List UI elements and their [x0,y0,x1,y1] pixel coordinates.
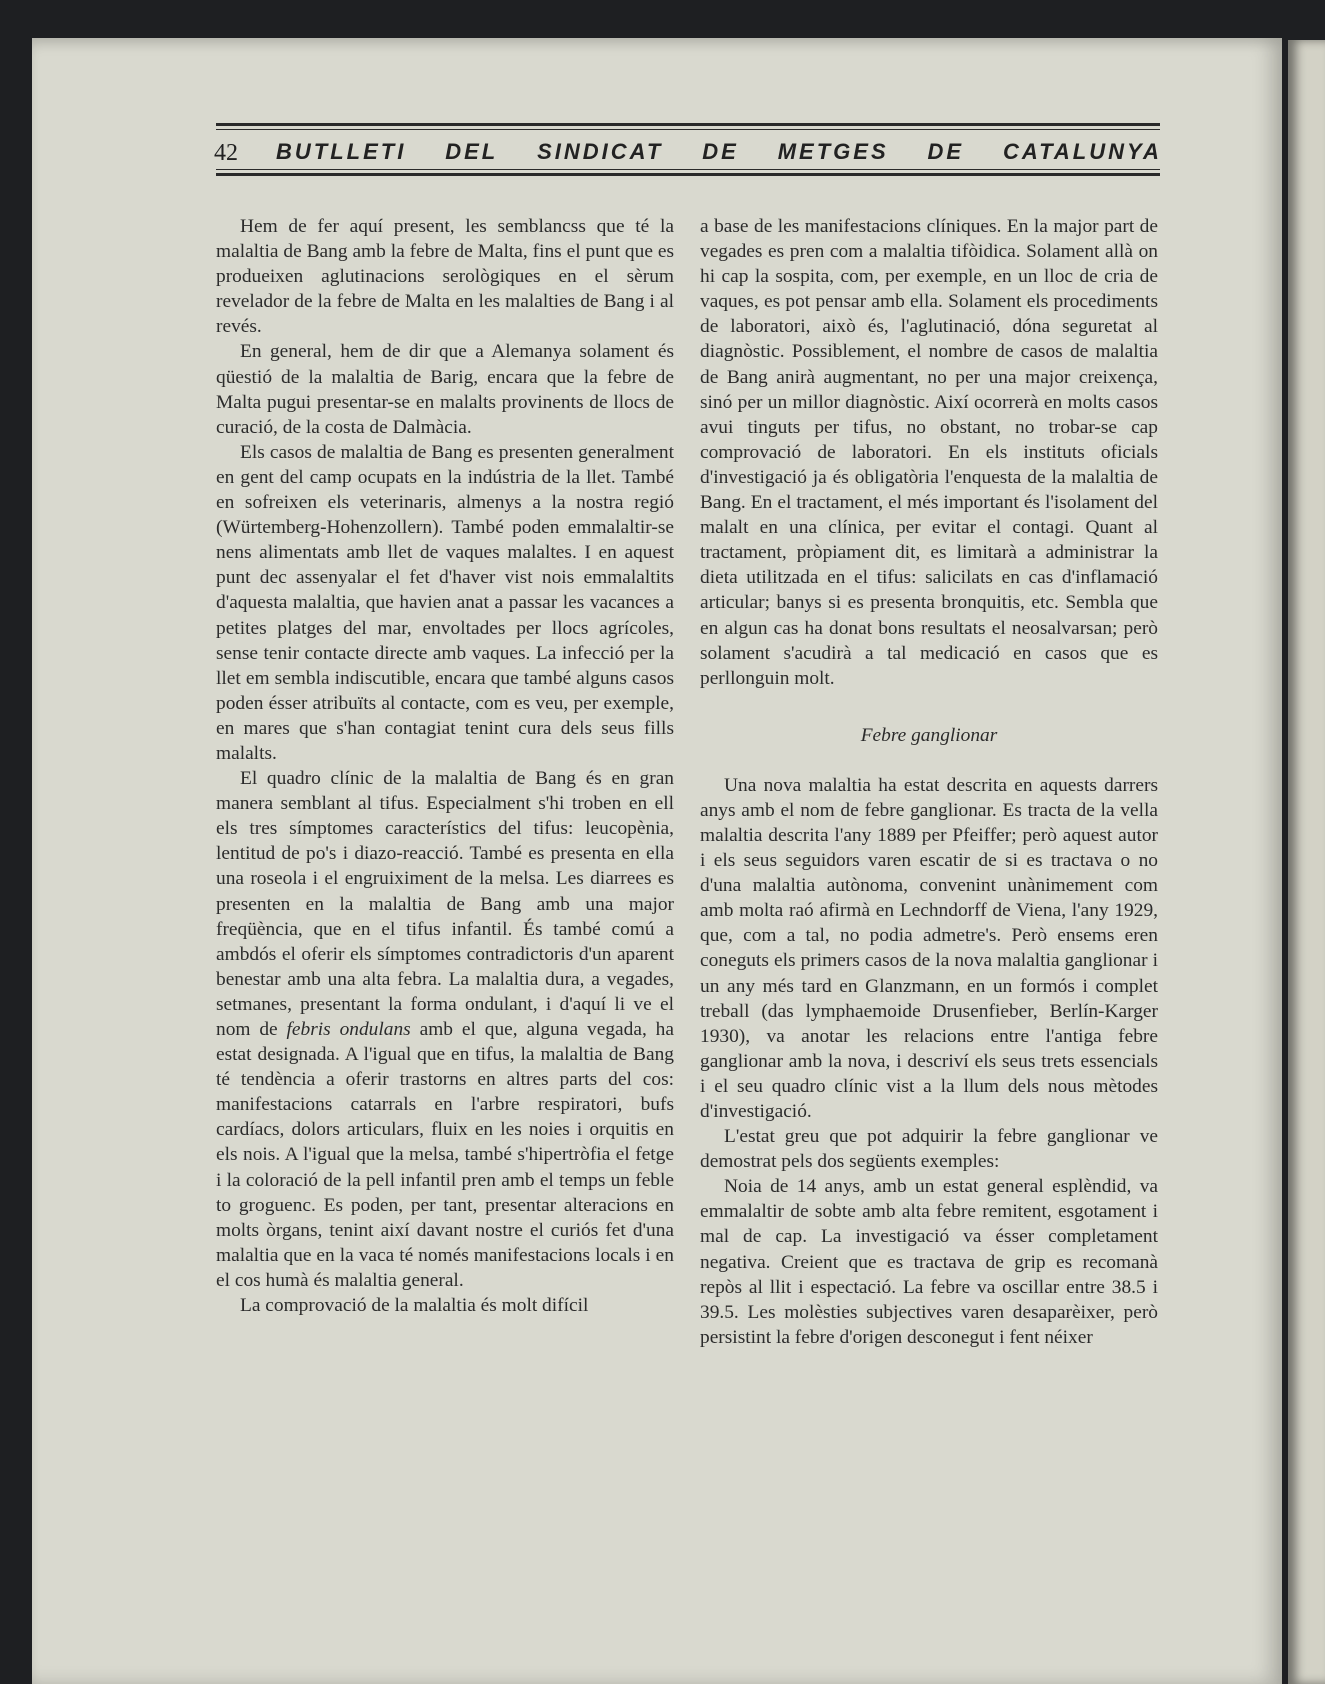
title-word: BUTLLETI [276,139,407,164]
section-heading: Febre ganglionar [860,724,998,746]
paragraph: L'estat greu que pot adquirir la febre ganglionar ve demostrat pels dos següents exemples: [700,1126,1158,1173]
left-column [216,214,674,1318]
adjacent-page-edge [1288,40,1325,1684]
paragraph: Una nova malaltia ha estat descrita en aquests darrers anys amb el nom de febre ganglionar. Es tracta de la vella malaltia descrita l'any 1889 per Pfeiffer; però aquest autor i els seus seguidors varen escatir de si es tractava o no d'una malaltia autònoma, convenint unànimement com amb molta raó afirmà en Lechndorff de Viena, l'any 1929, que, com a tal, no podia admetre's. Però ensems eren coneguts els primers casos de la nova malaltia ganglionar i un any més tard en Glanzmann, en un formós i complet treball (das lymphaemoide Drusenfieber, Berlín-Karger 1930), va anotar les relacions entre l'antiga febre ganglionar amb la nova, i descriví els seus trets essencials i el seu quadro clínic vist a la llum dels nous mètodes d'investigació. [700,774,1158,1122]
header-rule-top-thin [216,129,1160,130]
header-rule-bottom-thin [216,169,1160,170]
paragraph-continued: a base de les manifestacions clíniques. En la major part de vegades es pren com a malaltia tifòidica. Solament allà on hi cap la sospita, com, per exemple, en un lloc de cria de vaques, es pot pensar amb ella. Solament els procediments de laboratori, això és, l'aglutinació, dóna seguretat al diagnòstic. Possiblement, el nombre de casos de malaltia de Bang anirà augmentant, no per una major creixença, sinó per un millor diagnòstic. Així ocorrerà en molts casos avui tinguts per tifus, no obstant, no trobar-se cap comprovació de laboratori. En els instituts oficials d'investigació ja és obligatòria l'enquesta de la malaltia de Bang. En el tractament, el més important és l'isolament del malalt en una clínica, per evitar el contagi. Quant al tractament, pròpiament dit, es limitarà a administrar la dieta utilitzada en el tifus: salicilats en cas d'inflamació articular; banys si es presenta bronquitis, etc. Sembla que en algun cas ha donat bons resultats el neosalvarsan; però solament s'acudirà a tal medicació en casos que es perllonguin molt. [700,216,1158,689]
paragraph: La comprovació de la malaltia és molt difícil [240,1295,589,1317]
title-word: CATALUNYA [1002,139,1162,164]
paragraph: Noia de 14 anys, amb un estat general esplèndid, va emmalaltir de sobte amb alta febre remitent, esgotament i mal de cap. La investigació va ésser completament negativa. Creient que es tractava de grip es recomanà repòs al llit i espectació. La febre va oscillar entre 38.5 i 39.5. Les molèsties subjectives varen desaparèixer, però persistint la febre d'origen desconegut i fent néixer [700,1176,1158,1348]
journal-title [276,139,1162,165]
paragraph-text: amb el que, alguna vegada, ha estat designada. A l'igual que en tifus, la malaltia de Bang té tendència a oferir trastorns en altres parts del cos: manifestacions catarrals en l'arbre respiratori, bufs cardíacs, dolors articulars, fluix en les noies i orquitis en els nois. A l'igual que la melsa, també s'hipertròfia el fetge i la coloració de la pell infantil pren amb el temps un feble to groguenc. Es poden, per tant, presentar alteracions en molts òrgans, tenint així davant nostre el curiós fet d'una malaltia que en la vaca té només manifestacions locals i en el cos humà és malaltia general. [216,1019,674,1291]
title-word: DE [927,139,965,164]
paragraph: Els casos de malaltia de Bang es presenten generalment en gent del camp ocupats en la indústria de la llet. També en sofreixen els veterinaris, almenys a la nostra regió (Würtemberg-Hohenzollern). També poden emmalaltir-se nens alimentats amb llet de vaques malaltes. I en aquest punt dec assenyalar el fet d'haver vist nois emmalaltits d'aquesta malaltia, que havien anat a passar les vacances a petites platges del mar, envoltades per llocs agrícoles, sense tenir contacte directe amb vaques. La infecció per la llet em sembla indiscutible, encara que també alguns casos poden ésser atribuïts al contacte, com es veu, per exemple, en mares que s'han contagiat tenint cura dels seus fills malalts. [216,441,674,764]
right-column [700,214,1158,1350]
paragraph [216,766,674,1293]
page-number: 42 [214,140,238,166]
latin-term: febris ondulans [286,1019,411,1040]
paragraph-text: El quadro clínic de la malaltia de Bang és en gran manera semblant al tifus. Especialment s'hi troben en ell els tres símptomes característics del tifus: leucopènia, lentitud de po's i diazo-reacció. També es presenta en ella una roseola i el engruiximent de la melsa. Les diarrees es presenten en la malaltia de Bang amb una major freqüència, que en el tifus infantil. És també comú a ambdós el oferir els símptomes contradictoris d'un aparent benestar amb una alta febra. La malaltia dura, a vegades, setmanes, presentant la forma ondulant, i d'aquí li ve el nom de [216,768,674,1040]
title-word: SINDICAT [537,139,664,164]
title-word: DEL [445,139,499,164]
running-header [214,139,1162,173]
paragraph: Hem de fer aquí present, les semblancss que té la malaltia de Bang amb la febre de Malta, fins el punt que es produeixen aglutinacions serològiques en el sèrum revelador de la febre de Malta en les malalties de Bang i al revés. [216,216,674,338]
header-rule-top-thick [216,123,1160,126]
title-word: METGES [777,139,889,164]
title-word: DE [702,139,739,164]
header-rule-bottom-thick [216,173,1160,176]
paragraph: En general, hem de dir que a Alemanya solament és qüestió de la malaltia de Barig, encara que la febre de Malta pugui presentar-se en malalts provinents de llocs de curació, de la costa de Dalmàcia. [216,341,674,438]
